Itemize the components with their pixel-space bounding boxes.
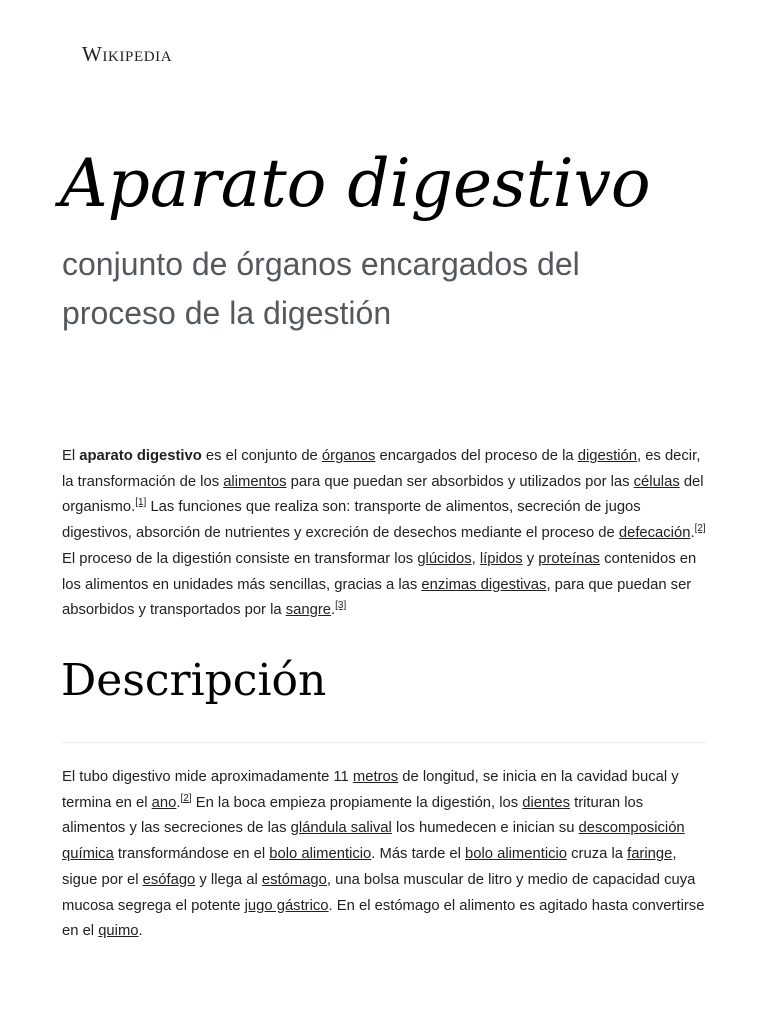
reference-1-link[interactable]: [1] — [135, 497, 147, 509]
reference-2b[interactable] — [180, 793, 191, 804]
text: . En el estómago el alimento es agitado hasta convertirse en el — [62, 897, 705, 940]
text: , para que puedan ser absorbidos y transportados por la — [62, 576, 692, 619]
section-divider — [62, 742, 706, 743]
text: Las funciones que realiza son: transporte de alimentos, secreción de jugos digestivos, absorción de nutrientes y excreción de desechos mediante el proceso de — [62, 499, 641, 542]
text: transformándose en el — [113, 846, 270, 863]
reference-2[interactable] — [695, 523, 706, 534]
link-enzimas-digestivas[interactable]: enzimas digestivas — [421, 576, 547, 593]
text: , una bolsa muscular de litro y medio de capacidad cuya mucosa segrega el potente — [62, 871, 696, 914]
text: de longitud, se inicia en la cavidad bucal y termina en el — [62, 769, 679, 811]
link-quimo[interactable]: quimo — [98, 923, 139, 940]
text: del organismo. — [62, 473, 704, 516]
link-jugo-gastrico[interactable]: jugo gástrico — [244, 897, 329, 914]
link-lipidos[interactable]: lípidos — [479, 550, 523, 567]
wikipedia-logo[interactable]: Wikipedia — [82, 42, 173, 66]
reference-2-link[interactable]: [2] — [694, 523, 706, 535]
text: El tubo digestivo mide aproximadamente 11 — [62, 769, 353, 785]
bold-term: aparato digestivo — [79, 448, 202, 464]
link-organos[interactable]: órganos — [321, 448, 376, 464]
link-metros[interactable]: metros — [352, 769, 399, 785]
text: . — [176, 794, 181, 811]
description-paragraph — [62, 765, 710, 945]
link-defecacion[interactable]: defecación — [618, 525, 691, 542]
text: y — [522, 550, 539, 567]
link-esofago[interactable]: esófago — [142, 871, 196, 888]
link-descomposicion-quimica[interactable]: descomposición química — [62, 820, 685, 863]
link-glandula-salival[interactable]: glándula salival — [290, 820, 392, 837]
text: contenidos en los alimentos en unidades más sencillas, gracias a las — [62, 550, 697, 593]
section-heading-descripcion: Descripción — [61, 655, 327, 706]
link-sangre[interactable]: sangre — [285, 602, 331, 619]
link-glucidos[interactable]: glúcidos — [417, 550, 472, 567]
text: . — [690, 525, 695, 542]
text: En la boca empieza propiamente la digestión, los — [191, 794, 523, 811]
text: trituran los alimentos y las secreciones de las — [62, 794, 644, 837]
link-estomago[interactable]: estómago — [261, 871, 327, 888]
link-faringe[interactable]: faringe — [627, 846, 673, 863]
reference-1[interactable] — [135, 497, 146, 508]
link-celulas[interactable]: células — [633, 473, 680, 490]
link-digestion[interactable]: digestión — [577, 448, 637, 464]
page-subtitle: conjunto de órganos encargados del proceso de la digestión — [62, 246, 580, 331]
intro-paragraph — [62, 444, 710, 624]
text: . Más tarde el — [371, 846, 466, 863]
page-title: Aparato digestivo — [60, 145, 651, 222]
link-dientes[interactable]: dientes — [522, 794, 570, 811]
link-alimentos[interactable]: alimentos — [223, 473, 287, 490]
text: , es decir, la transformación de los — [62, 448, 701, 490]
text: . — [138, 923, 143, 940]
text: es el conjunto de — [201, 448, 322, 464]
text: . — [330, 602, 336, 619]
link-proteinas[interactable]: proteínas — [538, 550, 600, 567]
text: El proceso de la digestión consiste en transformar los — [62, 550, 418, 567]
text: cruza la — [567, 846, 628, 863]
text: El — [62, 448, 80, 464]
reference-3[interactable] — [335, 600, 346, 611]
text: , — [471, 550, 480, 567]
text: para que puedan ser absorbidos y utilizados por las — [286, 473, 634, 490]
link-bolo-alimenticio-2[interactable]: bolo alimenticio — [465, 846, 568, 863]
link-bolo-alimenticio[interactable]: bolo alimenticio — [269, 846, 372, 863]
text: encargados del proceso de la — [375, 448, 578, 464]
text: y llega al — [195, 871, 262, 888]
text: , sigue por el — [62, 846, 677, 888]
reference-3-link[interactable]: [3] — [335, 600, 347, 612]
text: los humedecen e inician su — [391, 820, 579, 837]
link-ano[interactable]: ano — [151, 794, 177, 811]
reference-2b-link[interactable]: [2] — [180, 792, 192, 804]
